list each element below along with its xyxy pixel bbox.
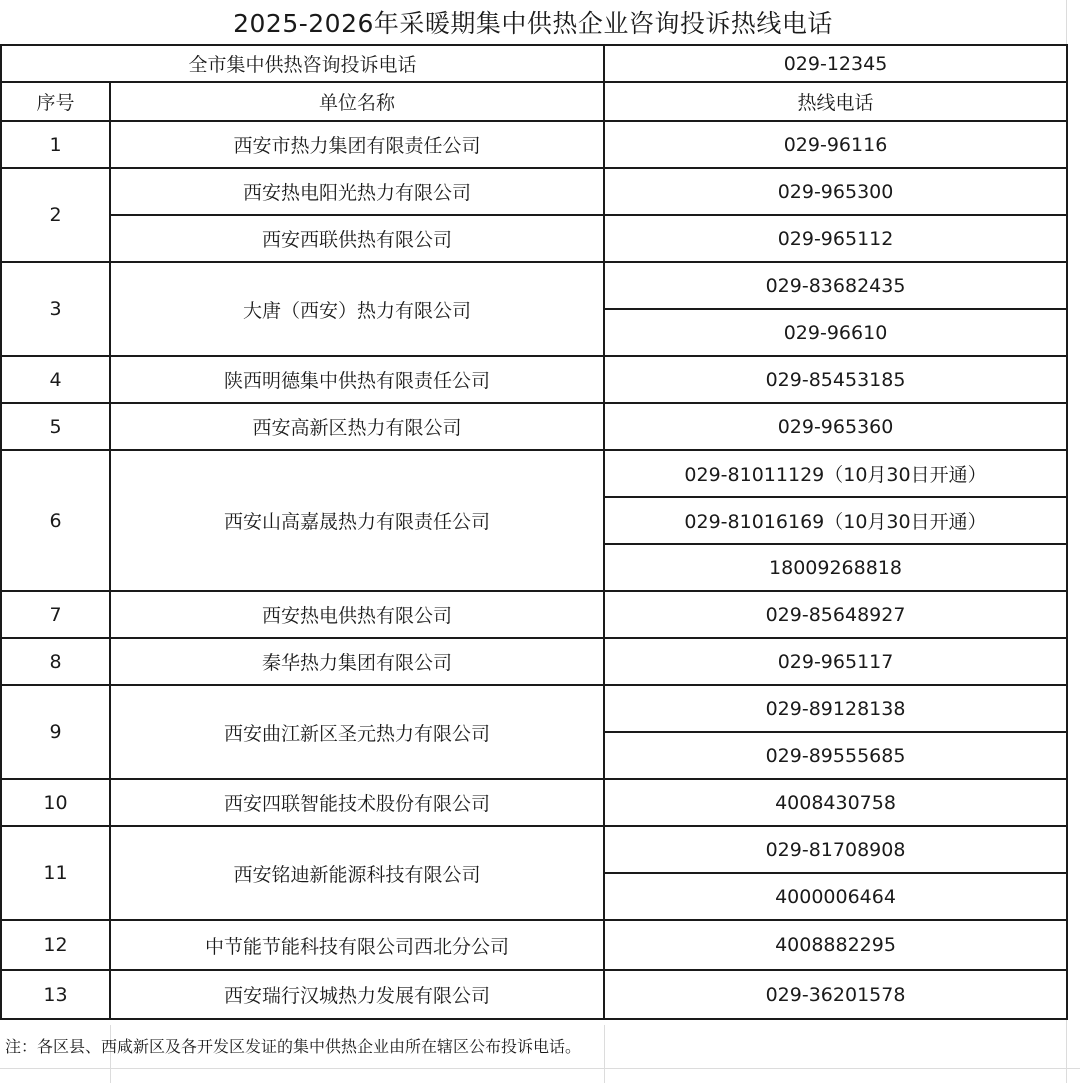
table-row <box>1 215 1067 262</box>
phone-cell: 029-81708908 <box>604 826 1067 873</box>
company-cell: 西安热电供热有限公司 <box>110 591 604 638</box>
table-row <box>1 168 1067 215</box>
header-seq: 序号 <box>1 82 110 121</box>
phone-cell: 4008430758 <box>604 779 1067 826</box>
seq-cell: 6 <box>1 450 110 591</box>
gridline <box>0 1068 1080 1069</box>
seq-cell: 2 <box>1 168 110 262</box>
seq-cell: 3 <box>1 262 110 356</box>
table-row <box>1 262 1067 309</box>
header-unit: 单位名称 <box>110 82 604 121</box>
seq-cell: 10 <box>1 779 110 826</box>
table-row <box>1 826 1067 873</box>
citywide-phone: 029-12345 <box>604 45 1067 82</box>
company-cell: 陕西明德集中供热有限责任公司 <box>110 356 604 403</box>
phone-cell: 4008882295 <box>604 920 1067 970</box>
table-row <box>1 403 1067 450</box>
citywide-row <box>1 45 1067 82</box>
table-row <box>1 450 1067 497</box>
company-cell: 西安曲江新区圣元热力有限公司 <box>110 685 604 779</box>
seq-cell: 7 <box>1 591 110 638</box>
table-row <box>1 121 1067 168</box>
seq-cell: 8 <box>1 638 110 685</box>
footnote: 注：各区县、西咸新区及各开发区发证的集中供热企业由所在辖区公布投诉电话。 <box>5 1037 582 1056</box>
header-phone: 热线电话 <box>604 82 1067 121</box>
phone-cell: 029-965300 <box>604 168 1067 215</box>
table-row <box>1 638 1067 685</box>
page-title: 2025-2026年采暖期集中供热企业咨询投诉热线电话 <box>233 9 833 38</box>
seq-cell: 5 <box>1 403 110 450</box>
header-row <box>1 82 1067 121</box>
company-cell: 西安瑞行汉城热力发展有限公司 <box>110 970 604 1019</box>
seq-cell: 4 <box>1 356 110 403</box>
table-row <box>1 685 1067 732</box>
company-cell: 西安高新区热力有限公司 <box>110 403 604 450</box>
company-cell: 西安四联智能技术股份有限公司 <box>110 779 604 826</box>
phone-cell: 029-83682435 <box>604 262 1067 309</box>
phone-cell: 18009268818 <box>604 544 1067 591</box>
table-row <box>1 779 1067 826</box>
phone-cell: 029-85453185 <box>604 356 1067 403</box>
company-cell: 西安山高嘉晟热力有限责任公司 <box>110 450 604 591</box>
citywide-label: 全市集中供热咨询投诉电话 <box>1 45 604 82</box>
phone-cell: 029-36201578 <box>604 970 1067 1019</box>
table-row <box>1 920 1067 970</box>
seq-cell: 9 <box>1 685 110 779</box>
phone-cell: 4000006464 <box>604 873 1067 920</box>
table-row <box>1 970 1067 1019</box>
phone-cell: 029-81016169（10月30日开通） <box>604 497 1067 544</box>
company-cell: 中节能节能科技有限公司西北分公司 <box>110 920 604 970</box>
seq-cell: 12 <box>1 920 110 970</box>
table-row <box>1 591 1067 638</box>
company-cell: 秦华热力集团有限公司 <box>110 638 604 685</box>
phone-cell: 029-89128138 <box>604 685 1067 732</box>
gridline <box>604 1025 605 1083</box>
seq-cell: 11 <box>1 826 110 920</box>
phone-cell: 029-965360 <box>604 403 1067 450</box>
company-cell: 大唐（西安）热力有限公司 <box>110 262 604 356</box>
seq-cell: 1 <box>1 121 110 168</box>
phone-cell: 029-81011129（10月30日开通） <box>604 450 1067 497</box>
company-cell: 西安市热力集团有限责任公司 <box>110 121 604 168</box>
company-cell: 西安热电阳光热力有限公司 <box>110 168 604 215</box>
seq-cell: 13 <box>1 970 110 1019</box>
table-row <box>1 356 1067 403</box>
company-cell: 西安铭迪新能源科技有限公司 <box>110 826 604 920</box>
phone-cell: 029-85648927 <box>604 591 1067 638</box>
phone-cell: 029-96610 <box>604 309 1067 356</box>
phone-cell: 029-89555685 <box>604 732 1067 779</box>
phone-cell: 029-96116 <box>604 121 1067 168</box>
phone-cell: 029-965112 <box>604 215 1067 262</box>
phone-cell: 029-965117 <box>604 638 1067 685</box>
hotline-table <box>0 44 1068 1020</box>
company-cell: 西安西联供热有限公司 <box>110 215 604 262</box>
